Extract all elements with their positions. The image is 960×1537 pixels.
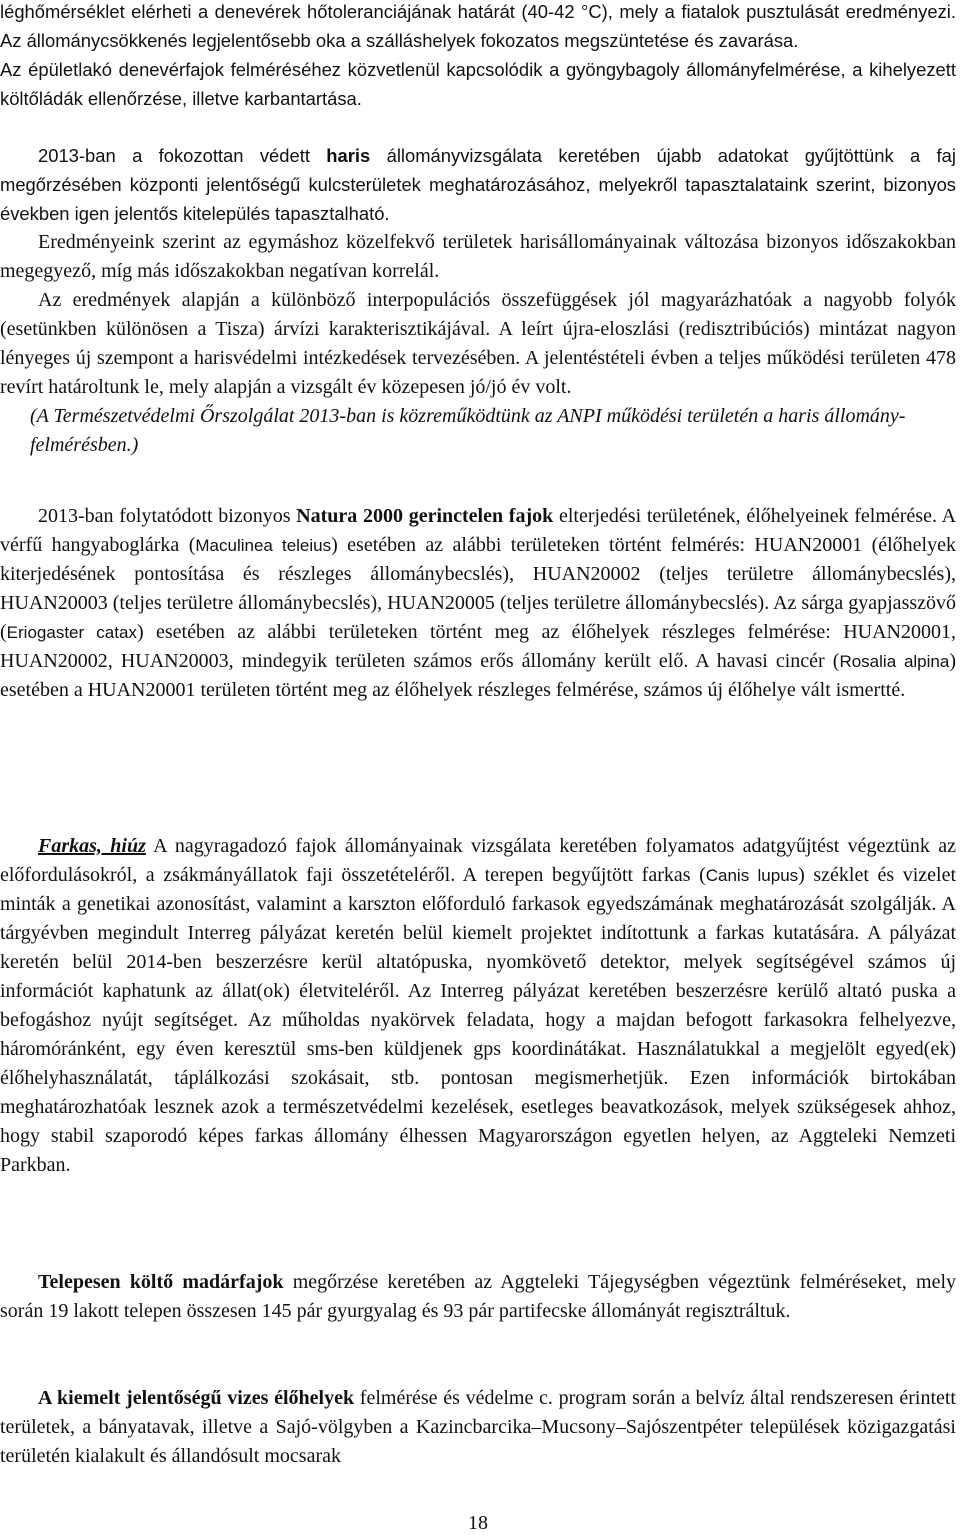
haris-paragraph-2: Eredményeink szerint az egymáshoz közelfekvő területek harisállományainak változása bizonyos időszakokban megegyező, míg más időszakokban negatívan korrelál. xyxy=(0,231,956,282)
haris-p1-pre: 2013-ban a fokozottan védett xyxy=(38,145,310,166)
natura-text-1: elterjedési területének, élőhelyeinek felmérése. A vérfű hangyaboglárka ( xyxy=(0,505,957,556)
wetlands-keyword: A kiemelt jelentőségű vizes élőhelyek xyxy=(38,1387,355,1409)
intro-paragraph-1: léghőmérséklet elérheti a denevérek hőtoleranciájának határát (40-42 °C), mely a fiatalok pusztulását eredményezi. Az állománycsökkenés legjelentősebb oka a szálláshelyek fokozatos megszüntetése és zavarása. xyxy=(0,1,956,51)
haris-paragraph-3: Az eredmények alapján a különböző interpopulációs összefüggések jól magyarázhatóak a nagyobb folyók (esetünkben különösen a Tisza) árvízi karakterisztikájával. A leírt újra-eloszlási (redisztribúciós) mintázat nagyon lényeges új szempont a harisvédelmi intézkedések tervezésében. A jelentéstételi évben a teljes működési területen 478 revírt határoltunk le, mely alapján a vizsgált év közepesen jó/jó év volt. xyxy=(0,289,956,398)
natura-text-2: ) esetében az alábbi területeken történt felmérés: HUAN20001 (élőhelyek kiterjedésének pontosítása és részleges állománybecslés), HUAN20002 (teljes területre állománybecslés), HUAN20003 (teljes területre állománybecslés), HUAN20005 (teljes területre állománybecslés). Az sárga gyapjasszövő ( xyxy=(0,534,957,643)
haris-section xyxy=(0,141,956,460)
haris-p1-post: állományvizsgálata keretében újabb adatokat gyűjtöttünk a faj megőrzésében központi jelentőségű kulcsterületek meghatározásához, melyekről tapasztalataink szerint, bizonyos években igen jelentős kitelepülés tapasztalható. xyxy=(0,145,956,224)
intro-paragraph-2: Az épületlakó denevérfajok felméréséhez közvetlenül kapcsolódik a gyöngybagoly állományfelmérése, a kihelyezett költőládák ellenőrzése, illetve karbantartása. xyxy=(0,59,956,109)
species-maculinea: Maculinea teleius xyxy=(195,536,332,555)
natura-paragraph xyxy=(0,502,956,705)
natura-keyword: Natura 2000 gerinctelen fajok xyxy=(296,505,554,527)
wolf-text-2: ) széklet és vizelet minták a genetikai azonosítást, valamint a karszton előforduló farkasok egyedszámának meghatározását szolgálják. A tárgyévben megindult Interreg pályázat keretén belül kiemelt projektet indítottunk a farkas kutatására. A pályázat keretén belül 2014-ben beszerzésre kerül altatópuska, nyomkövető detektor, melyek segítségével számos új információt kaphatunk az állat(ok) életviteléről. Az Interreg pályázat keretében beszerzésre kerülő altató puska a befogáshoz nyújt segítséget. Az műholdas nyakörvek feladata, hogy a majdan befogott farkasokra felhelyezve, háromóránként, egy éven keresztül sms-ben küldjenek gps koordinátákat. Használatukkal a megjelölt egyed(ek) élőhelyhasználatát, táplálkozási szokásait, stb. pontosan megismerhetjük. Ezen információk birtokában meghatározhatóak lesznek azok a természetvédelmi kezelések, esetleges beavatkozások, melyek szükségesek ahhoz, hogy stabil szaporodó képes farkas állomány élhessen Magyarországon egyetlen helyen, az Aggteleki Nemzeti Parkban. xyxy=(0,864,957,1176)
birds-section xyxy=(0,1268,956,1326)
birds-text: megőrzése keretében az Aggteleki Tájegységben végeztünk felméréseket, mely során 19 lakott telepen összesen 145 pár gyurgyalag és 93 pár partifecske állományát regisztráltuk. xyxy=(0,1271,957,1322)
wolf-section xyxy=(0,832,956,1180)
species-canis-lupus: Canis lupus xyxy=(705,866,799,885)
wolf-paragraph xyxy=(0,832,956,1180)
birds-paragraph xyxy=(0,1268,956,1326)
page-number: 18 xyxy=(468,1512,488,1534)
haris-keyword: haris xyxy=(326,145,371,166)
wetlands-text: felmérése és védelme c. program során a belvíz által rendszeresen érintett területek, a bányatavak, illetve a Sajó-völgyben a Kazincbarcika–Mucsony–Sajószentpéter települések közigazgatási területén kialakult és állandósult mocsarak xyxy=(0,1387,956,1467)
haris-paragraph-1 xyxy=(0,141,956,228)
birds-keyword: Telepesen költő madárfajok xyxy=(38,1271,284,1293)
wetlands-paragraph xyxy=(0,1384,956,1471)
species-rosalia: Rosalia alpina xyxy=(839,652,950,671)
wolf-heading: Farkas, hiúz xyxy=(38,835,146,857)
species-eriogaster: Eriogaster catax xyxy=(6,623,137,642)
natura-text-4: ) esetében a HUAN20001 területen történt meg az élőhelyek részleges felmérése, számos új élőhelye vált ismertté. xyxy=(0,650,956,701)
natura-section xyxy=(0,502,956,705)
haris-note: (A Természetvédelmi Őrszolgálat 2013-ban is közreműködtünk az ANPI működési területén a haris állomány-felmérésben.) xyxy=(30,405,906,456)
wolf-text-1: A nagyragadozó fajok állományainak vizsgálata keretében folyamatos adatgyűjtést végeztünk az előfordulásokról, a zsákmányállatok faji összetételéről. A terepen begyűjtött farkas ( xyxy=(0,835,956,886)
intro-block xyxy=(0,0,956,113)
natura-text-3: ) esetében az alábbi területeken történt meg az élőhelyek részleges felmérése: HUAN20001, HUAN20002, HUAN20003, mindegyik területen számos erős állomány került elő. A havasi cincér ( xyxy=(0,621,957,672)
wetlands-section xyxy=(0,1384,956,1471)
natura-pre: 2013-ban folytatódott bizonyos xyxy=(38,505,291,527)
